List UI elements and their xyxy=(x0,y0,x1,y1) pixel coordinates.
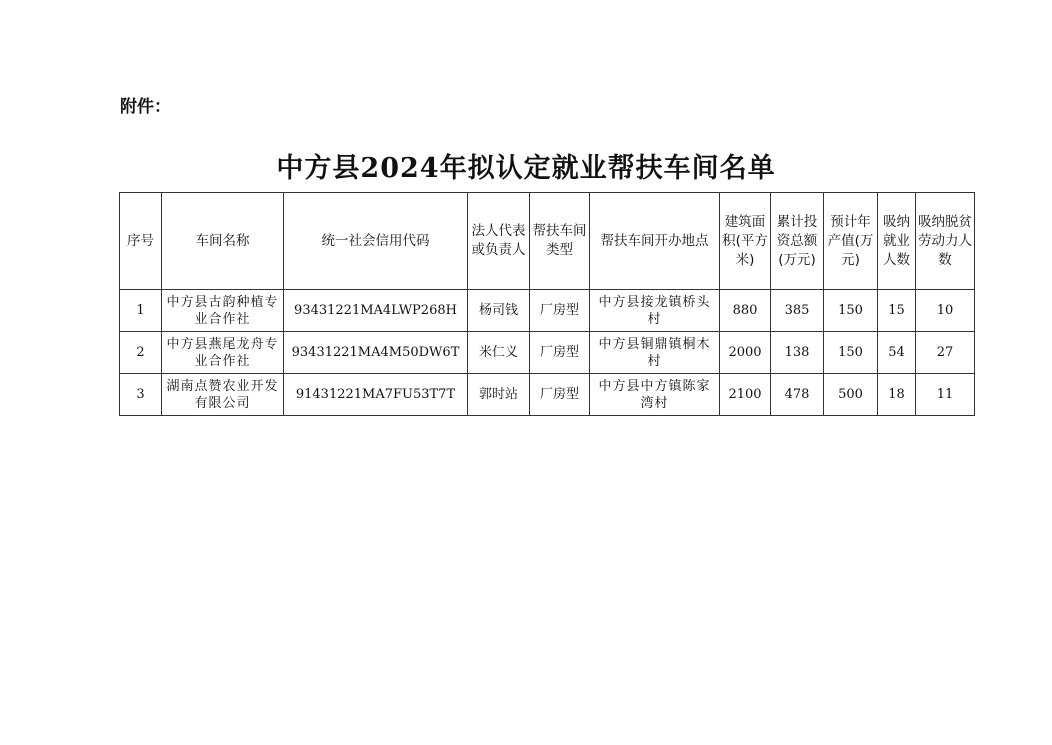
workshop-table xyxy=(119,192,975,416)
cell-workshop-name: 中方县古韵种植专业合作社 xyxy=(162,290,284,332)
document-title: 中方县2024年拟认定就业帮扶车间名单 xyxy=(276,153,776,184)
cell-index: 3 xyxy=(120,374,162,416)
header-workshop-type: 帮扶车间类型 xyxy=(530,193,590,290)
header-location: 帮扶车间开办地点 xyxy=(590,193,720,290)
table-row xyxy=(120,332,975,374)
cell-annual-output: 500 xyxy=(824,374,878,416)
cell-annual-output: 150 xyxy=(824,332,878,374)
cell-floor-area: 880 xyxy=(720,290,771,332)
cell-workshop-name: 中方县燕尾龙舟专业合作社 xyxy=(162,332,284,374)
cell-workshop-type: 厂房型 xyxy=(530,290,590,332)
cell-poverty-labor: 11 xyxy=(916,374,975,416)
cell-workshop-type: 厂房型 xyxy=(530,332,590,374)
cell-credit-code: 93431221MA4M50DW6T xyxy=(284,332,468,374)
cell-poverty-labor: 27 xyxy=(916,332,975,374)
header-index: 序号 xyxy=(120,193,162,290)
table-header-row xyxy=(120,193,975,290)
cell-legal-rep: 米仁义 xyxy=(468,332,530,374)
table-row xyxy=(120,374,975,416)
cell-total-investment: 478 xyxy=(771,374,824,416)
header-total-investment: 累计投资总额(万元) xyxy=(771,193,824,290)
cell-poverty-labor: 10 xyxy=(916,290,975,332)
cell-legal-rep: 郭时站 xyxy=(468,374,530,416)
cell-legal-rep: 杨司钱 xyxy=(468,290,530,332)
header-poverty-labor: 吸纳脱贫劳动力人数 xyxy=(916,193,975,290)
cell-location: 中方县中方镇陈家湾村 xyxy=(590,374,720,416)
cell-floor-area: 2100 xyxy=(720,374,771,416)
cell-employees: 54 xyxy=(878,332,916,374)
cell-employees: 15 xyxy=(878,290,916,332)
table-row xyxy=(120,290,975,332)
header-credit-code: 统一社会信用代码 xyxy=(284,193,468,290)
header-floor-area: 建筑面积(平方米) xyxy=(720,193,771,290)
header-legal-rep: 法人代表或负责人 xyxy=(468,193,530,290)
cell-workshop-name: 湖南点赞农业开发有限公司 xyxy=(162,374,284,416)
attachment-label: 附件： xyxy=(120,97,171,117)
cell-location: 中方县铜鼎镇桐木村 xyxy=(590,332,720,374)
cell-index: 1 xyxy=(120,290,162,332)
header-employees: 吸纳就业人数 xyxy=(878,193,916,290)
cell-annual-output: 150 xyxy=(824,290,878,332)
header-annual-output: 预计年产值(万元) xyxy=(824,193,878,290)
cell-index: 2 xyxy=(120,332,162,374)
cell-location: 中方县接龙镇桥头村 xyxy=(590,290,720,332)
cell-floor-area: 2000 xyxy=(720,332,771,374)
cell-total-investment: 138 xyxy=(771,332,824,374)
cell-credit-code: 91431221MA7FU53T7T xyxy=(284,374,468,416)
cell-employees: 18 xyxy=(878,374,916,416)
header-workshop-name: 车间名称 xyxy=(162,193,284,290)
cell-workshop-type: 厂房型 xyxy=(530,374,590,416)
cell-credit-code: 93431221MA4LWP268H xyxy=(284,290,468,332)
cell-total-investment: 385 xyxy=(771,290,824,332)
